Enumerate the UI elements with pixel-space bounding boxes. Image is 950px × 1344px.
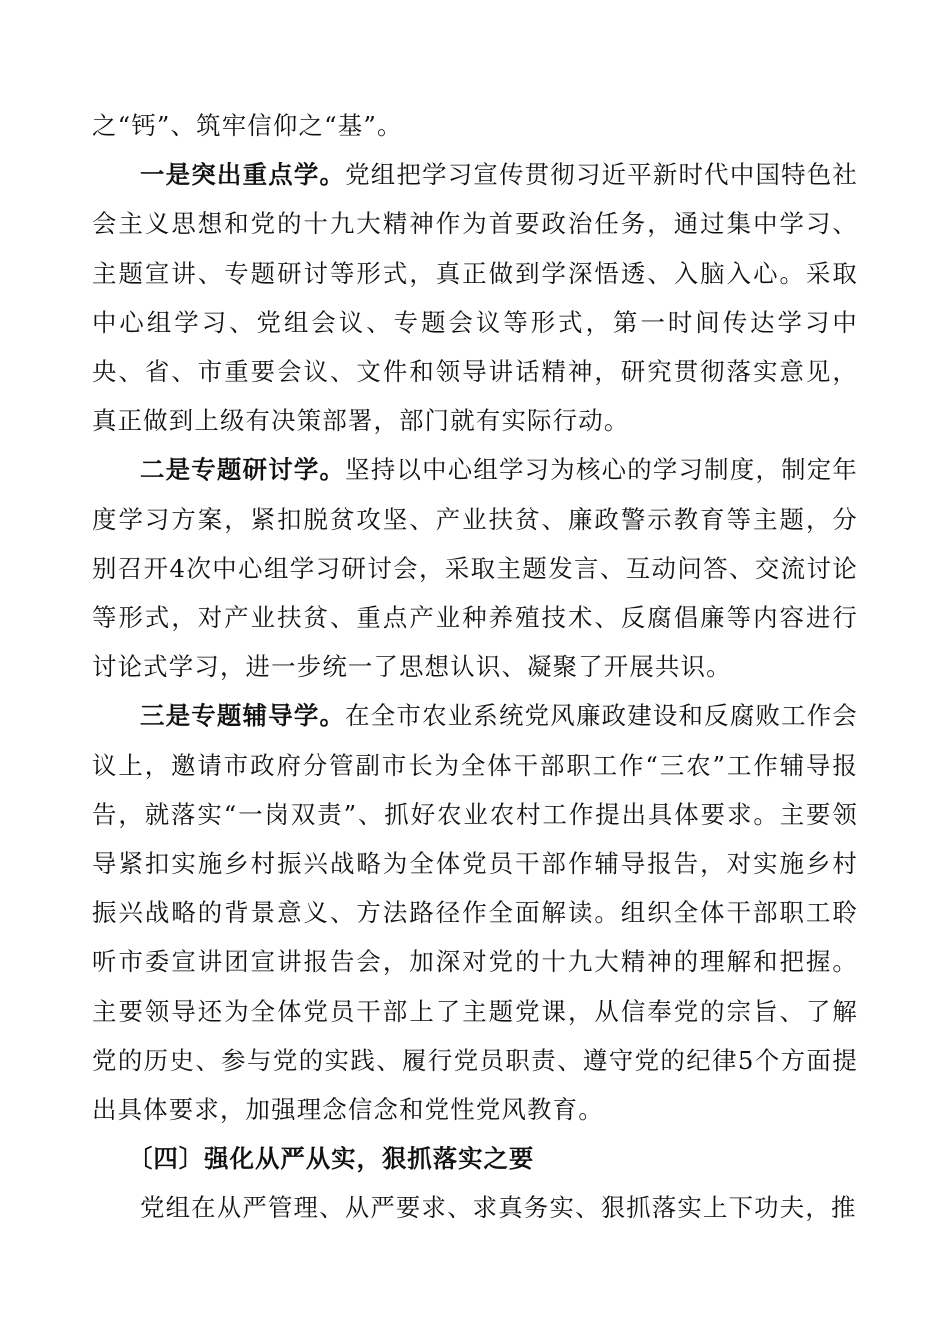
section-one-body: 党组把学习宣传贯彻习近平新时代中国特色社会主义思想和党的十九大精神作为首要政治任务，通过集中学习、主题宣讲、专题研讨等形式，真正做到学深悟透、入脑入心。采取中心组学习、党组会议、专题会议等形式，第一时间传达学习中央、省、市重要会议、文件和领导讲话精神，研究贯彻落实意见，真正做到上级有决策部署，部门就有实际行动。: [92, 160, 858, 436]
section-three-paragraph: [92, 691, 858, 1134]
closing-paragraph: 党组在从严管理、从严要求、求真务实、狠抓落实上下功夫，推: [140, 1193, 857, 1223]
section-three-lead: 三是专题辅导学。: [140, 701, 346, 731]
section-two-paragraph: [92, 445, 858, 691]
section-one-paragraph: [92, 150, 858, 445]
intro-tail-paragraph: 之“钙”、筑牢信仰之“基”。: [92, 111, 403, 140]
section-four-heading: 〔四〕强化从严从实，狠抓落实之要: [128, 1144, 535, 1174]
section-one-lead: 一是突出重点学。: [140, 160, 346, 190]
section-two-lead: 二是专题研讨学。: [140, 455, 346, 485]
section-three-body: 在全市农业系统党风廉政建设和反腐败工作会议上，邀请市政府分管副市长为全体干部职工作“三农”工作辅导报告，就落实“一岗双责”、抓好农业农村工作提出具体要求。主要领导紧扣实施乡村振兴战略为全体党员干部作辅导报告，对实施乡村振兴战略的背景意义、方法路径作全面解读。组织全体干部职工聆听市委宣讲团宣讲报告会，加深对党的十九大精神的理解和把握。主要领导还为全体党员干部上了主题党课，从信奉党的宗旨、了解党的历史、参与党的实践、履行党员职责、遵守党的纪律5个方面提出具体要求，加强理念信念和党性党风教育。: [92, 701, 858, 1125]
section-two-body: 坚持以中心组学习为核心的学习制度，制定年度学习方案，紧扣脱贫攻坚、产业扶贫、廉政警示教育等主题，分别召开4次中心组学习研讨会，采取主题发言、互动问答、交流讨论等形式，对产业扶贫、重点产业种养殖技术、反腐倡廉等内容进行讨论式学习，进一步统一了思想认识、凝聚了开展共识。: [92, 455, 858, 682]
